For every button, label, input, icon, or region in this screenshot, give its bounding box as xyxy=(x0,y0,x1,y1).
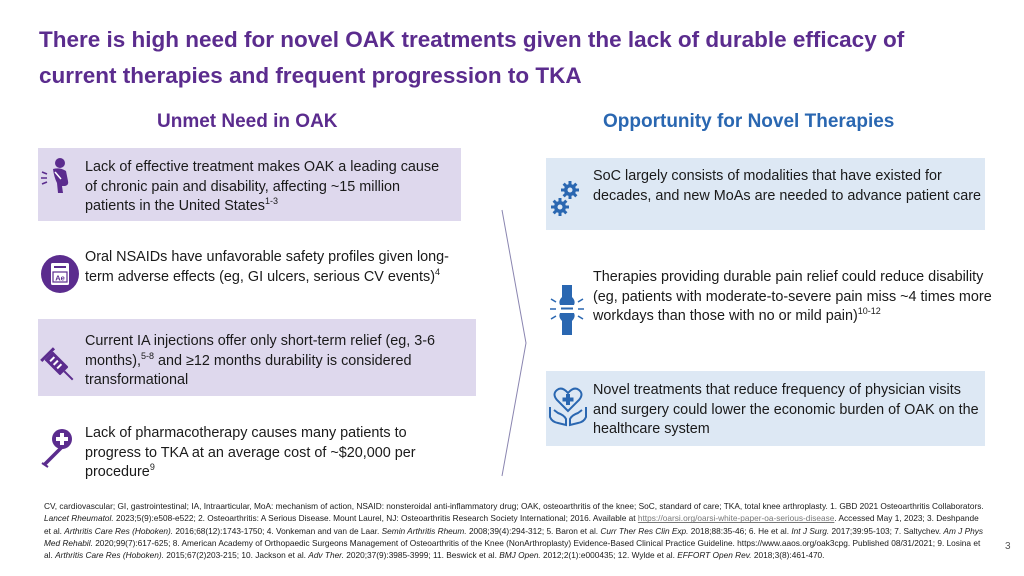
opportunity-text-3: Novel treatments that reduce frequency of physician visits and surgery could lower the economic burden of OAK on the healthcare system xyxy=(593,382,979,437)
page-title: There is high need for novel OAK treatments given the lack of durable efficacy of current therapies and frequent progression to TKA xyxy=(39,27,905,88)
knee-joint-icon xyxy=(548,283,586,337)
opportunity-text-2: Therapies providing durable pain relief could reduce disability (eg, patients with moderate-to-severe pain miss ~4 times more workdays than those with no or mild pain)$^{10-12}$ xyxy=(593,269,992,324)
unmet-need-heading: Unmet Need in OAK xyxy=(157,111,338,132)
adverse-event-document-icon xyxy=(40,254,80,294)
chevron-right-icon xyxy=(500,208,530,478)
healthcare-hands-icon xyxy=(548,385,588,427)
unmet-need-text-2: Oral NSAIDs have unfavorable safety profiles given long-term adverse effects (eg, GI ulcers, serious CV events)$^4$ xyxy=(85,249,449,285)
knee-pain-person-icon xyxy=(38,155,78,195)
footnote-references: CV, cardiovascular; GI, gastrointestinal; IA, Intraarticular, MoA: mechanism of action, NSAID: nonsteroidal anti-inflammatory drug; OAK, osteoarthritis of the knee; SoC, standard of care; TKA, total knee arthroplasty. 1. GBD 2021 Osteoarthritis Collaborators. Lancet Rheumatol. 2023;5(9):e508-e522; 2. Osteoarthritis: A Serious Disease. Mount Laurel, NJ: Osteoarthritis Research Society International; 2016. Available at https://oarsi.org/oarsi-white-paper-oa-serious-disease. Accessed May 1, 2023; 3. Deshpande et al. Arthritis Care Res (Hoboken). 2016;68(12):1743-1750; 4. Vonkeman and van de Laar. Semin Arthritis Rheum. 2008;39(4):294-312; 5. Baron et al. Curr Ther Res Clin Exp. 2018;88:35-46; 6. He et al. Int J Surg. 2017;39:95-103; 7. Saltychev. Am J Phys Med Rehabil. 2020;99(7):617-625; 8. American Academy of Orthopaedic Surgeons Management of Osteoarthritis of the Knee (NonArthroplasty) Evidence-Based Clinical Practice Guideline. https://www.aaos.org/oak3cpg. Published 08/31/2021; 9. Losina et al. Arthritis Care Res (Hoboken). 2015;67(2)203-215; 10. Jackson et al. Adv Ther. 2020;37(9):3985-3999; 11. Beswick et al. BMJ Open. 2012;2(1):e000435; 12. Wylde et al. EFFORT Open Rev. 2018;3(8):461-470. xyxy=(44,501,984,561)
unmet-need-text-3: Current IA injections offer only short-term relief (eg, 3-6 months),$^{5-8}$ and ≥12 months durability is considered transformational xyxy=(85,333,436,388)
opportunity-heading: Opportunity for Novel Therapies xyxy=(603,111,895,132)
medical-progress-arrow-icon xyxy=(38,425,82,469)
page-number: 3 xyxy=(1005,541,1011,552)
adverse-event-label: Ae xyxy=(55,273,65,283)
opportunity-text-1: SoC largely consists of modalities that have existed for decades, and new MoAs are needed to advance patient care xyxy=(593,168,982,204)
unmet-need-text-1: Lack of effective treatment makes OAK a leading cause of chronic pain and disability, affecting ~15 million patients in the United States$^{1-3}$ xyxy=(85,159,440,214)
gears-icon xyxy=(549,180,583,220)
oarsi-reference-link[interactable]: https://oarsi.org/oarsi-white-paper-oa-serious-disease xyxy=(637,513,835,524)
syringe-icon xyxy=(40,347,80,387)
unmet-need-text-4: Lack of pharmacotherapy causes many patients to progress to TKA at an average cost of ~$20,000 per procedure$^9$ xyxy=(85,425,416,480)
